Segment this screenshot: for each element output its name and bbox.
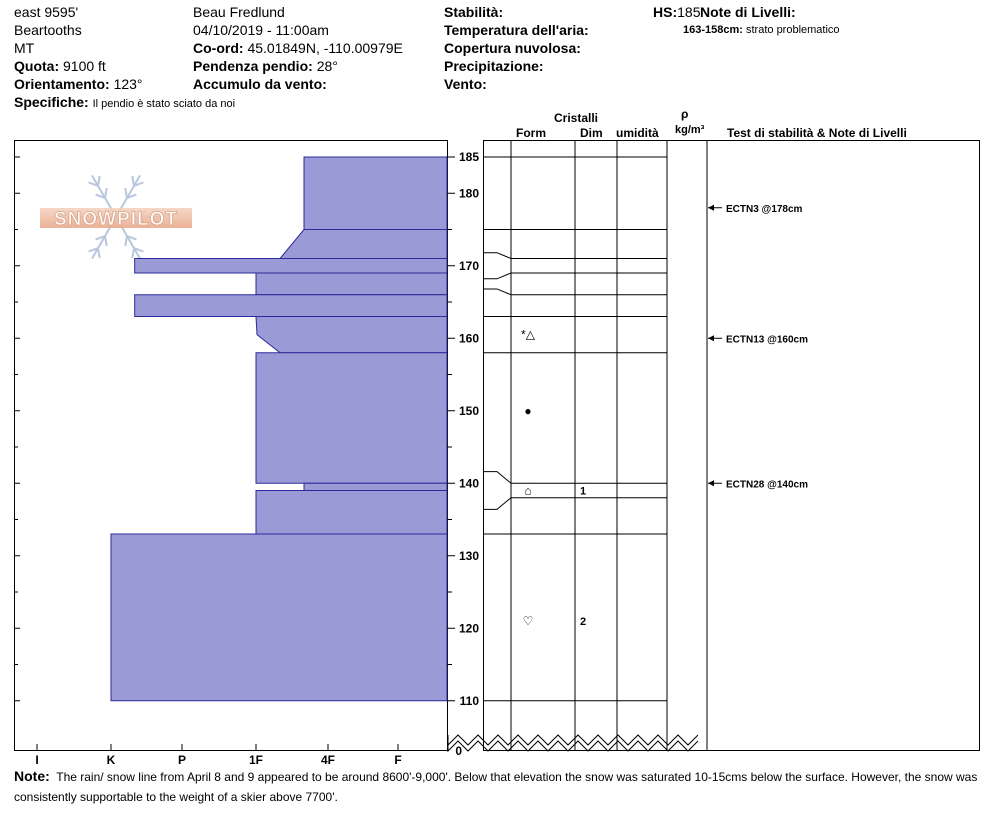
hardness-bar — [256, 491, 447, 535]
depth-label: 110 — [459, 693, 479, 708]
hardness-label: F — [394, 753, 402, 767]
crystal-size: 1 — [580, 485, 587, 498]
rho-header: ρ — [681, 107, 689, 121]
depth-label: 130 — [458, 548, 479, 563]
test-label: ECTN3 @178cm — [726, 203, 803, 215]
note-label: Note: — [14, 768, 50, 784]
depth-label: 120 — [458, 621, 479, 636]
layers-frame — [484, 141, 980, 751]
snowflake-branch — [132, 248, 134, 258]
snowflake-branch — [98, 176, 100, 186]
note-text: The rain/ snow line from April 8 and 9 appeared to be around 8600'-9,000'. Below that elevation the snow was saturated 10-15cms below the surface. However, the snow was consistently supportable to the weight of a skier above 7700'. — [14, 770, 978, 804]
coord-value: 45.01849N, -110.00979E — [247, 40, 403, 56]
hardness-label: P — [177, 753, 187, 767]
depth-label: 160 — [458, 331, 479, 346]
layer-note-range: 163-158cm: — [683, 24, 743, 36]
aspect-value: 123° — [113, 76, 143, 92]
form-header: Form — [516, 126, 546, 140]
stability-label: Stabilità: — [444, 4, 504, 20]
layer-note-text: strato problematico — [746, 24, 840, 36]
depth-label: 150 — [458, 403, 479, 418]
stability-tests — [708, 204, 808, 491]
snowflake-branch — [132, 176, 134, 186]
wind-label: Vento: — [444, 76, 487, 92]
humidity-header: umidità — [616, 126, 659, 140]
location: east 9595' — [14, 4, 79, 20]
test-arrow-head — [708, 480, 714, 486]
hs-label: HS: — [653, 4, 678, 20]
notes — [14, 766, 979, 807]
snowflake-branch — [125, 236, 127, 246]
slope-label: Pendenza pendio: — [193, 58, 313, 74]
hardness-axis — [35, 744, 401, 767]
hardness-bar — [256, 353, 447, 484]
depth-label: 185 — [458, 150, 479, 164]
crystal-size: 2 — [580, 616, 587, 628]
snowpilot-logo — [40, 175, 192, 258]
snowflake-branch — [105, 188, 107, 198]
crystal-forms — [521, 328, 586, 628]
precipitation-label: Precipitazione: — [444, 58, 544, 74]
wind-loading-label: Accumulo da vento: — [193, 76, 327, 92]
specifics-label: Specifiche: — [14, 94, 89, 110]
slope-value: 28° — [316, 58, 338, 74]
test-arrow-head — [708, 205, 714, 211]
hardness-bar — [135, 295, 447, 317]
depth-label: 170 — [458, 258, 479, 273]
specifics-value: Il pendio è stato sciato da noi — [92, 98, 236, 110]
hs-value: 185 — [677, 4, 701, 20]
crystal-symbol: ● — [524, 403, 532, 418]
snowflake-branch — [105, 236, 107, 246]
hardness-label: K — [106, 753, 116, 767]
test-arrow-head — [708, 335, 714, 341]
depth-label: 140 — [458, 476, 479, 491]
hardness-bar — [135, 259, 447, 274]
observer: Beau Fredlund — [193, 4, 285, 20]
date-time: 04/10/2019 - 11:00am — [193, 22, 329, 38]
crystal-symbol: *△ — [521, 327, 535, 342]
hardness-label: I — [35, 753, 39, 767]
elevation-label: Quota: — [14, 58, 60, 74]
air-temp-label: Temperatura dell'aria: — [444, 22, 589, 38]
test-label: ECTN13 @160cm — [726, 334, 809, 346]
coord-label: Co-ord: — [193, 40, 244, 56]
elevation-value: 9100 ft — [63, 58, 106, 74]
hardness-bar — [256, 317, 447, 353]
snowflake-branch — [125, 188, 127, 198]
tests-header: Test di stabilità & Note di Livelli — [727, 126, 907, 140]
state: MT — [14, 40, 35, 56]
depth-zero-label: 0 — [455, 744, 462, 758]
hardness-bar — [304, 483, 447, 490]
dim-header: Dim — [580, 126, 603, 140]
depth-label: 180 — [458, 186, 479, 201]
hardness-label: 1F — [248, 753, 264, 767]
crystals-header: Cristalli — [554, 111, 599, 125]
hardness-bar — [304, 157, 447, 230]
snowflake-branch — [98, 248, 100, 258]
layer-notes-label: Note di Livelli: — [700, 4, 796, 20]
aspect-label: Orientamento: — [14, 76, 110, 92]
hardness-profile — [111, 157, 447, 701]
logo-text: SNOWPILOT — [53, 209, 179, 230]
depth-axis — [447, 150, 479, 758]
density-unit-header: kg/m³ — [675, 124, 705, 136]
test-label: ECTN28 @140cm — [726, 479, 809, 491]
sky-cover-label: Copertura nuvolosa: — [444, 40, 581, 56]
crystal-symbol: ⌂ — [524, 483, 532, 498]
hardness-bar — [111, 534, 447, 701]
layer-lines — [448, 140, 707, 751]
hardness-bar — [256, 273, 447, 295]
hardness-label: 4F — [320, 753, 336, 767]
hardness-bar — [280, 230, 447, 259]
mountain-range: Beartooths — [14, 22, 82, 38]
crystal-symbol: ♡ — [522, 614, 534, 628]
